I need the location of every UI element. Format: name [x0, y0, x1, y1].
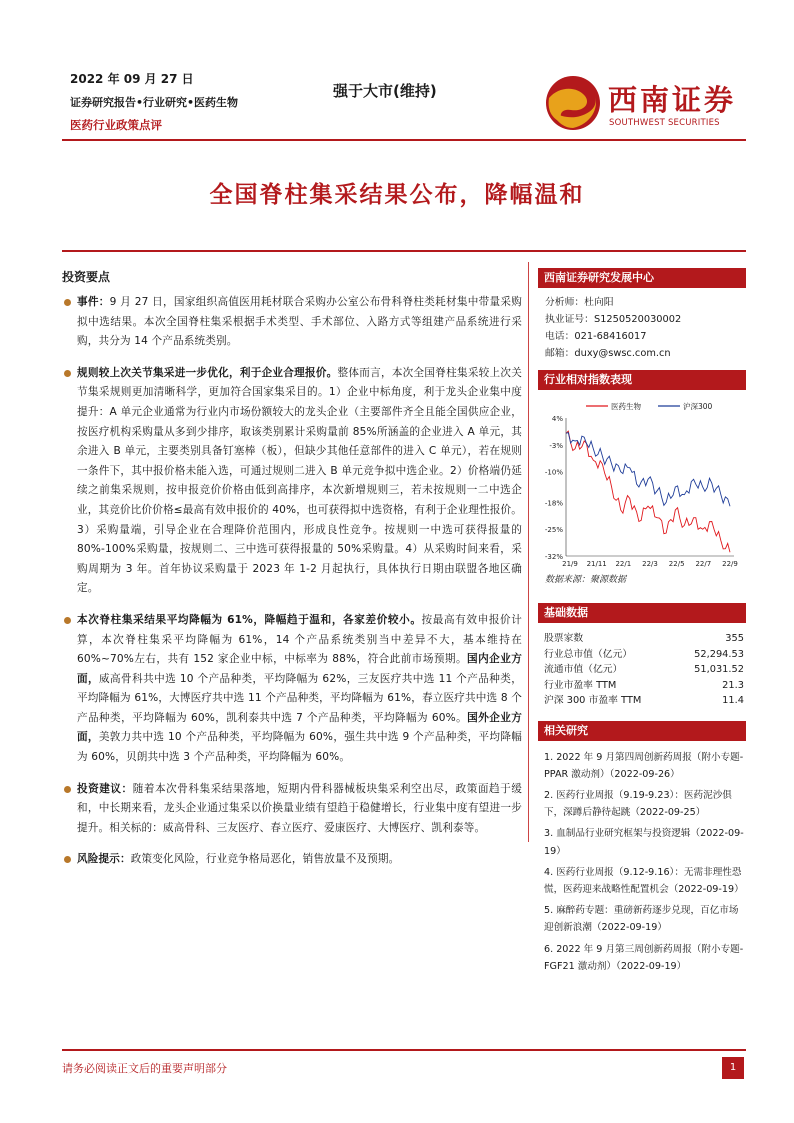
footer-disclaimer: 请务必阅读正文后的重要声明部分 [62, 1062, 227, 1075]
sidebar [538, 268, 746, 979]
industry-rating: 强于大市(维持) [333, 82, 437, 100]
chart-y-tick-label: -32% [544, 553, 563, 561]
basic-data-key: 股票家数 [544, 633, 584, 644]
basic-data-key: 行业总市值（亿元） [544, 648, 633, 660]
basic-data-value: 51,031.52 [694, 664, 744, 675]
header-divider [62, 139, 746, 141]
chart-x-tick-label: 21/9 [562, 560, 578, 568]
chart-y-tick-label: -3% [549, 441, 563, 450]
bullet-dot-icon [64, 299, 71, 306]
related-research-item[interactable]: 1. 2022 年 9 月第四周创新药周报（附小专题-PPAR 激动剂）（2022-09-26） [544, 751, 744, 780]
bullet-text: 威高骨科共中选 10 个产品种类，平均降幅为 62%，三友医疗共中选 11 个产品种类，平均降幅为 61%，大博医疗共中选 11 个产品种类，平均降幅为 61%，春立医疗共中选 8 个产品种类，平均降幅为 60%，凯利泰共中选 7 个产品种类，平均降幅为 60%。 [77, 672, 522, 724]
bullet-text: 按最高有效申报价计算，本次脊柱集采平均降幅为 61%，14 个产品系统类别当中差异不大，基本维持在 60%~70%左右，共有 152 家企业中标，中标率为 88%，符合此前市场预期。 [77, 613, 522, 666]
basic-data-row [544, 662, 744, 678]
basic-data-value: 21.3 [722, 679, 744, 691]
basic-data-title: 基础数据 [538, 603, 746, 623]
logo-text-cn: 西南证券 [608, 83, 737, 117]
basic-data-value: 11.4 [722, 695, 744, 706]
analyst-email[interactable]: 邮箱：duxy@swsc.com.cn [545, 348, 671, 359]
chart-y-tick-label: -18% [544, 499, 563, 508]
bullet-event [62, 293, 522, 352]
chart-legend-label: 医药生物 [611, 402, 641, 411]
investment-highlights [62, 268, 522, 882]
analyst-phone: 电话：021-68416017 [545, 331, 647, 342]
bullet-lead: 事件： [77, 296, 110, 308]
bullet-dot-icon [64, 786, 71, 793]
chart-source: 数据来源：聚源数据 [545, 575, 627, 585]
related-research-list [538, 741, 746, 975]
related-research-item[interactable]: 4. 医药行业周报（9.12-9.16）：无需非理性恐慌，医药迎来战略性配置机会（2022-09-19） [544, 866, 744, 895]
basic-data-row [544, 631, 744, 647]
bullet-lead: 风险提示： [77, 853, 131, 866]
basic-data-value: 355 [725, 633, 744, 644]
bullet-text: 9 月 27 日，国家组织高值医用耗材联合采购办公室公布骨科脊柱类耗材集中带量采购拟中选结果。本次全国脊柱集采根据手术类型、手术部位、入路方式等组建产品系统进行采购，共分为 14 个产品系统类别。 [77, 296, 522, 348]
bullet-text: 整体而言，本次全国脊柱集采较上次关节集采规则更加清晰科学，更加符合国家集采目的。1）企业中标角度，利于龙头企业集中度提升：A 单元企业通常为行业内市场份额较大的龙头企业（主要部件齐全且能全国供应企业，按医疗机构采购量从多到少排序，取该类别累计采购量前 85%所涵盖的企业进入 A 单元，其余进入 B 单元，主要类别具备钉塞棒（板），但缺少其他任意部件的进入 C 单元），若在规则一条件下，其中报价格未能入选，可通过规则二进入 B 单元竞争拟中选企业。2）价格端仍延续之前集采规则，按申报竞价价格由低到高排序，本次新增规则三，若未按规则一二中选企业，其竞价比价价格≤最高有效申报价的 40%，也可获得拟中选资格，有利于企业理性报价。3）采购量端，引导企业在合理降价范围内，形成良性竞争。按规则一中选可获得报量的 80%-100%采购量，按规则二、三中选可获得报量的 50%采购量。4）从采购时间来看，采购周期为 3 年。首年协议采购量于 2023 年 1-2 月起执行，具体执行日期由联盟各地区确定。 [77, 366, 522, 595]
chart-x-tick-label: 22/3 [642, 560, 658, 568]
section-heading: 投资要点 [62, 270, 111, 284]
bullet-text: 随着本次骨科集采结果落地，短期内骨科器械板块集采利空出尽，政策面趋于缓和，中长期来看，龙头企业通过集采以价换量业绩有望趋于稳健增长，行业集中度有望进一步提升。相关标的：威高骨科、三友医疗、春立医疗、爱康医疗、大博医疗、凯利泰等。 [77, 782, 523, 834]
bullet-lead: 投资建议： [77, 782, 133, 795]
basic-data-value: 52,294.53 [694, 648, 744, 660]
basic-data-row [544, 678, 744, 694]
related-research-item[interactable]: 6. 2022 年 9 月第三周创新药周报（附小专题-FGF21 激动剂）（2022-09-19） [544, 943, 744, 972]
chart-x-tick-label: 22/9 [722, 560, 738, 568]
basic-data-table [544, 631, 744, 709]
page-number: 1 [722, 1057, 744, 1079]
chart-y-tick-label: -25% [544, 526, 563, 535]
bullet-risk [62, 850, 522, 870]
bullet-sublead: 国外企业方面， [77, 711, 522, 744]
related-research-item[interactable]: 2. 医药行业周报（9.19-9.23）：医药泥沙俱下，深蹲后静待起跳（2022-09-25） [544, 789, 732, 819]
bullet-dot-icon [64, 856, 71, 863]
column-divider [528, 262, 529, 842]
analyst-name: 分析师：杜向阳 [545, 297, 614, 308]
analyst-info [538, 288, 746, 362]
page-title: 全国脊柱集采结果公布，降幅温和 [209, 182, 585, 208]
basic-data-row [544, 647, 744, 663]
basic-data-row [544, 693, 744, 709]
chart-title: 行业相对指数表现 [538, 370, 746, 390]
logo-text-en: SOUTHWEST SECURITIES [609, 118, 720, 128]
basic-data-key: 沪深 300 市盈率 TTM [544, 695, 642, 706]
chart-x-tick-label: 22/7 [695, 560, 712, 568]
bullet-lead: 规则较上次关节集采进一步优化，利于企业合理报价。 [77, 366, 338, 379]
chart-y-tick-label: 4% [551, 415, 563, 423]
title-divider [62, 250, 746, 252]
bullet-text: 美敦力共中选 10 个产品种类，平均降幅为 60%，强生共中选 9 个产品种类，平均降幅为 60%，贝朗共中选 3 个产品种类，平均降幅为 60%。 [77, 731, 522, 764]
bullet-advice [62, 780, 522, 839]
chart-svg [538, 396, 746, 576]
report-date: 2022 年 09 月 27 日 [70, 72, 194, 86]
related-research-item[interactable]: 5. 麻醉药专题：重磅新药逐步兑现，百亿市场迎创新浪潮（2022-09-19） [544, 905, 739, 934]
bullet-results [62, 611, 522, 768]
chart-x-tick-label: 22/5 [668, 560, 685, 568]
basic-data-key: 行业市盈率 TTM [544, 679, 617, 691]
chart-series-line [566, 433, 730, 507]
chart-series-line [566, 431, 730, 552]
report-type: 证券研究报告•行业研究•医药生物 [70, 96, 239, 109]
footer-divider [62, 1049, 746, 1051]
related-research-item[interactable]: 3. 血制品行业研究框架与投资逻辑（2022-09-19） [544, 828, 744, 857]
bullet-dot-icon [64, 370, 71, 377]
bullet-rules [62, 364, 522, 599]
chart-x-tick-label: 22/1 [615, 560, 632, 568]
bullet-dot-icon [64, 617, 71, 624]
chart-x-tick-label: 21/11 [586, 560, 607, 568]
chart-y-tick-label: -10% [544, 468, 563, 477]
chart-legend-label: 沪深300 [683, 402, 713, 411]
relative-index-chart [538, 396, 746, 576]
research-center-title: 西南证券研究发展中心 [538, 268, 746, 288]
analyst-license: 执业证号：S1250520030002 [545, 314, 682, 325]
basic-data-key: 流通市值（亿元） [544, 664, 623, 675]
bullet-text: 政策变化风险，行业竞争格局恶化，销售放量不及预期。 [130, 853, 400, 866]
bullet-sublead: 国内企业方面， [77, 653, 522, 685]
related-research-title: 相关研究 [538, 721, 746, 741]
bullet-lead: 本次脊柱集采结果平均降幅为 61%，降幅趋于温和，各家差价较小。 [77, 613, 422, 626]
report-category: 医药行业政策点评 [70, 118, 162, 132]
